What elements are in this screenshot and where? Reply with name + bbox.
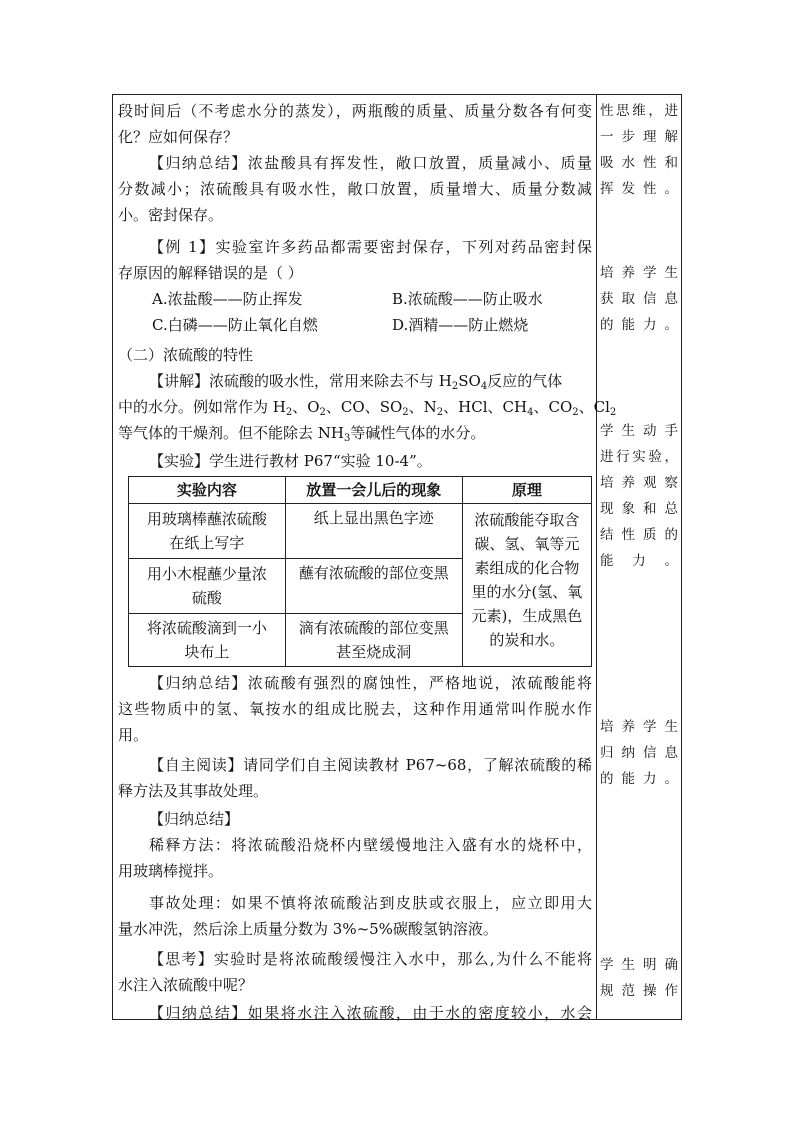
- table-row: [129, 504, 592, 559]
- dilution-line: 稀释方法：将浓硫酸沿烧杯内壁缓慢地注入盛有水的烧杯中，: [149, 836, 592, 854]
- side-note: 性思维，进 一步理解 吸水性和 挥发性。: [600, 103, 678, 197]
- principle-line: 素组成的化合物: [474, 559, 580, 577]
- example-1-line: 【例 1】实验室许多药品都需要密封保存，下列对药品密封保: [149, 238, 592, 256]
- think-line: 水注入浓硫酸中呢？: [118, 976, 254, 994]
- table-cell-content: 用小木棍蘸少量浓 硫酸: [129, 559, 286, 614]
- summary-2-line: 用。: [118, 726, 149, 744]
- section-heading: （二）浓硫酸的特性: [118, 346, 254, 364]
- summary-1-line: 【归纳总结】浓盐酸具有挥发性，敞口放置，质量减小、质量: [149, 154, 592, 172]
- reading-line: 【自主阅读】请同学们自主阅读教材 P67~68，了解浓硫酸的稀: [149, 756, 592, 774]
- table-cell-phenomenon: 纸上显出黑色字迹: [285, 504, 462, 559]
- column-divider: [596, 94, 597, 1020]
- table-cell-phenomenon: 滴有浓硫酸的部位变黑 甚至烧成洞: [285, 614, 462, 667]
- reading-line: 释方法及其事故处理。: [118, 782, 269, 800]
- accident-line: 事故处理：如果不慎将浓硫酸沾到皮肤或衣服上，应立即用大: [149, 894, 592, 912]
- summary-3-heading: 【归纳总结】: [149, 810, 240, 828]
- table-header: 放置一会儿后的现象: [285, 477, 462, 504]
- example-1-line: 存原因的解释错误的是（ ）: [118, 264, 303, 282]
- side-note: 学生明确 规范操作: [600, 957, 678, 999]
- lecture-line: 等气体的干燥剂。但不能除去 $NH_3$等碱性气体的水分。: [118, 424, 486, 444]
- summary-1-line: 分数减小；浓硫酸具有吸水性，敞口放置，质量增大、质量分数减: [118, 180, 592, 198]
- summary-2-line: 【归纳总结】浓硫酸有强烈的腐蚀性，严格地说，浓硫酸能将: [149, 674, 592, 692]
- table-header: 实验内容: [129, 477, 286, 504]
- side-note: 培养学生 获取信息 的能力。: [600, 265, 678, 333]
- lecture-line: 中的水分。例如常作为 $H_2$、$O_2$、CO、$SO_2$、$N_2$、HCl、$CH_4$、$CO_2$、$Cl_2$: [118, 398, 617, 418]
- table-cell-content: 将浓硫酸滴到一小 块布上: [129, 614, 286, 667]
- option-b: B.浓硫酸——防止吸水: [392, 290, 543, 308]
- summary-1-line: 小。密封保存。: [118, 206, 224, 224]
- table-cell-content: 用玻璃棒蘸浓硫酸 在纸上写字: [129, 504, 286, 559]
- accident-line: 量水冲洗，然后涂上质量分数为 3%~5%碳酸氢钠溶液。: [118, 920, 498, 938]
- side-note: 培养学生 归纳信息 的能力。: [600, 719, 678, 787]
- side-notes-column: [600, 96, 678, 1016]
- principle-line: 碳、氢、氧等元: [474, 535, 580, 553]
- side-note: 学生动手 进行实验， 培养观察 现象和总 结性质的 能力。: [600, 423, 678, 569]
- lecture-line: 【讲解】浓硫酸的吸水性，常用来除去不与 $H_2SO_4$反应的气体: [149, 372, 563, 392]
- experiment-table: [128, 476, 592, 667]
- table-cell-phenomenon: 蘸有浓硫酸的部位变黑: [285, 559, 462, 614]
- option-a: A.浓盐酸——防止挥发: [152, 290, 303, 308]
- principle-line: 元素)，生成黑色: [471, 607, 583, 625]
- think-line: 【思考】实验时是将浓硫酸缓慢注入水中，那么,为什么不能将: [149, 950, 592, 968]
- principle-line: 的炭和水。: [489, 631, 565, 649]
- experiment-line: 【实验】学生进行教材 P67“实验 10-4”。: [149, 452, 432, 470]
- principle-line: 浓硫酸能夺取含: [474, 511, 580, 529]
- table-cell-principle: [462, 504, 591, 667]
- text-line: 化？应如何保存？: [118, 128, 239, 146]
- text-line: 段时间后（不考虑水分的蒸发），两瓶酸的质量、质量分数各有何变: [118, 102, 592, 120]
- option-c: C.白磷——防止氧化自燃: [152, 316, 318, 334]
- summary-4-line: 【归纳总结】如果将水注入浓硫酸，由于水的密度较小，水会: [149, 1004, 592, 1022]
- dilution-line: 用玻璃棒搅拌。: [118, 862, 224, 880]
- table-header: 原理: [462, 477, 591, 504]
- principle-line: 里的水分(氢、氧: [471, 583, 583, 601]
- option-d: D.酒精——防止燃烧: [392, 316, 529, 334]
- table-header-row: [129, 477, 592, 504]
- summary-2-line: 这些物质中的氢、氧按水的组成比脱去，这种作用通常叫作脱水作: [118, 700, 592, 718]
